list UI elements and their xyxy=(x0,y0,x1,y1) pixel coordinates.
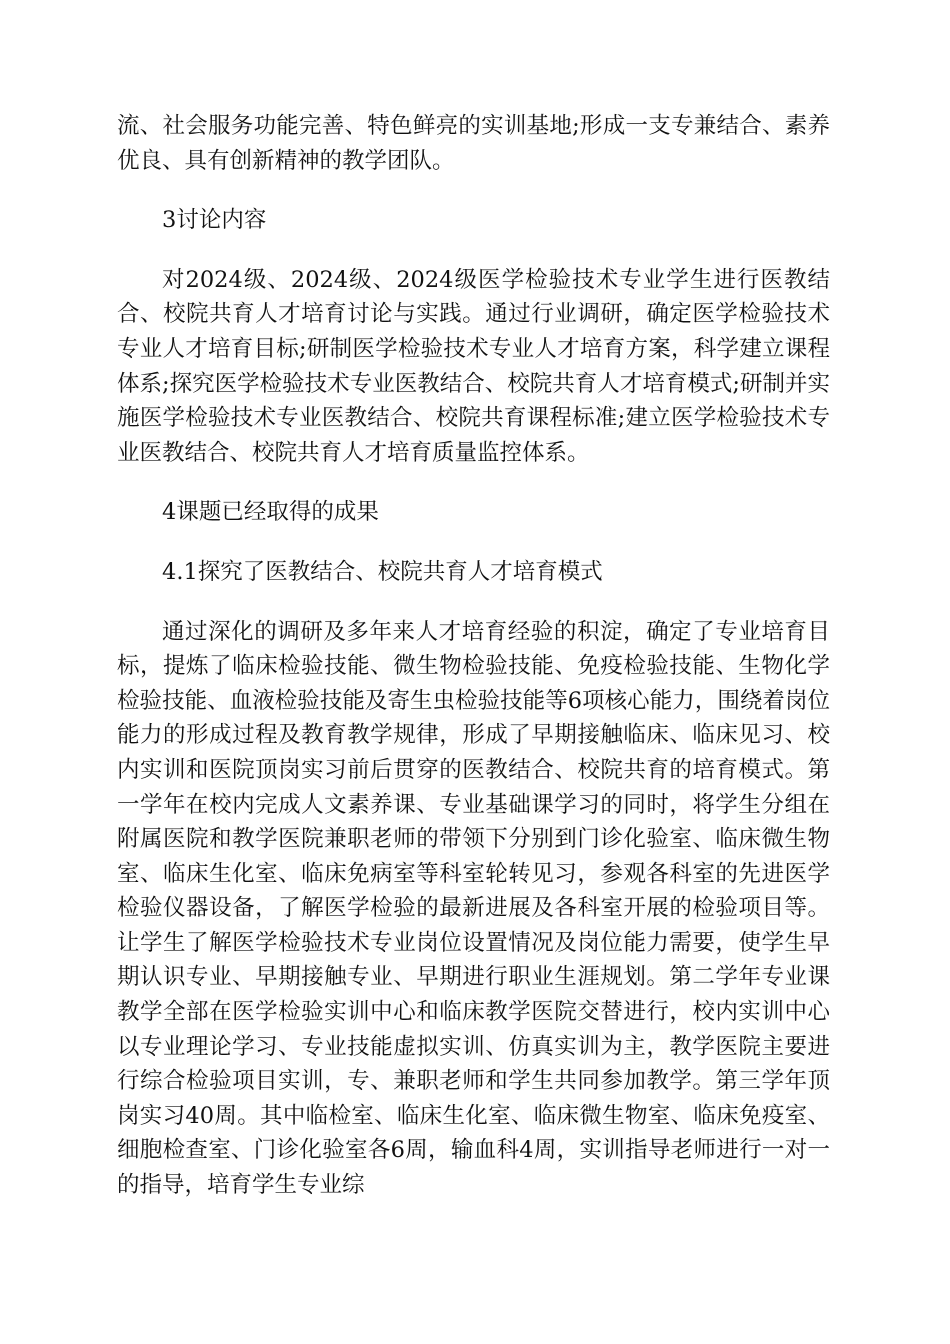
section-heading-3: 3讨论内容 xyxy=(162,207,267,234)
paragraph-discussion: 对2024级、2024级、2024级医学检验技术专业学生进行医教结合、校院共育人才培育讨论与实践。通过行业调研，确定医学检验技术专业人才培育目标;研制医学检验技术专业人才培育方案，科学建立课程体系;探究医学检验技术专业医教结合、校院共育人才培育模式;研制并实施医学检验技术专业医教结合、校院共育课程标准;建立医学检验技术专业医教结合、校院共育人才培育质量监控体系。 xyxy=(117,266,830,466)
subsection-heading-4-1: 4.1探究了医教结合、校院共育人才培育模式 xyxy=(162,558,603,585)
paragraph-continuation: 流、社会服务功能完善、特色鲜亮的实训基地;形成一支专兼结合、素养优良、具有创新精神的教学团队。 xyxy=(117,113,830,174)
document-body xyxy=(117,109,830,1203)
paragraph-results: 通过深化的调研及多年来人才培育经验的积淀，确定了专业培育目标，提炼了临床检验技能、微生物检验技能、免疫检验技能、生物化学检验技能、血液检验技能及寄生虫检验技能等6项核心能力，围绕着岗位能力的形成过程及教育教学规律，形成了早期接触临床、临床见习、校内实训和医院顶岗实习前后贯穿的医教结合、校院共育的培育模式。第一学年在校内完成人文素养课、专业基础课学习的同时，将学生分组在附属医院和教学医院兼职老师的带领下分别到门诊化验室、临床微生物室、临床生化室、临床免病室等科室轮转见习，参观各科室的先进医学检验仪器设备，了解医学检验的最新进展及各科室开展的检验项目等。让学生了解医学检验技术专业岗位设置情况及岗位能力需要，使学生早期认识专业、早期接触专业、早期进行职业生涯规划。第二学年专业课教学全部在医学检验实训中心和临床教学医院交替进行，校内实训中心以专业理论学习、专业技能虚拟实训、仿真实训为主，教学医院主要进行综合检验项目实训，专、兼职老师和学生共同参加教学。第三学年顶岗实习40周。其中临检室、临床生化室、临床微生物室、临床免疫室、细胞检查室、门诊化验室各6周，输血科4周，实训指导老师进行一对一的指导，培育学生专业综 xyxy=(117,618,830,1199)
section-heading-4: 4课题已经取得的成果 xyxy=(162,499,379,526)
